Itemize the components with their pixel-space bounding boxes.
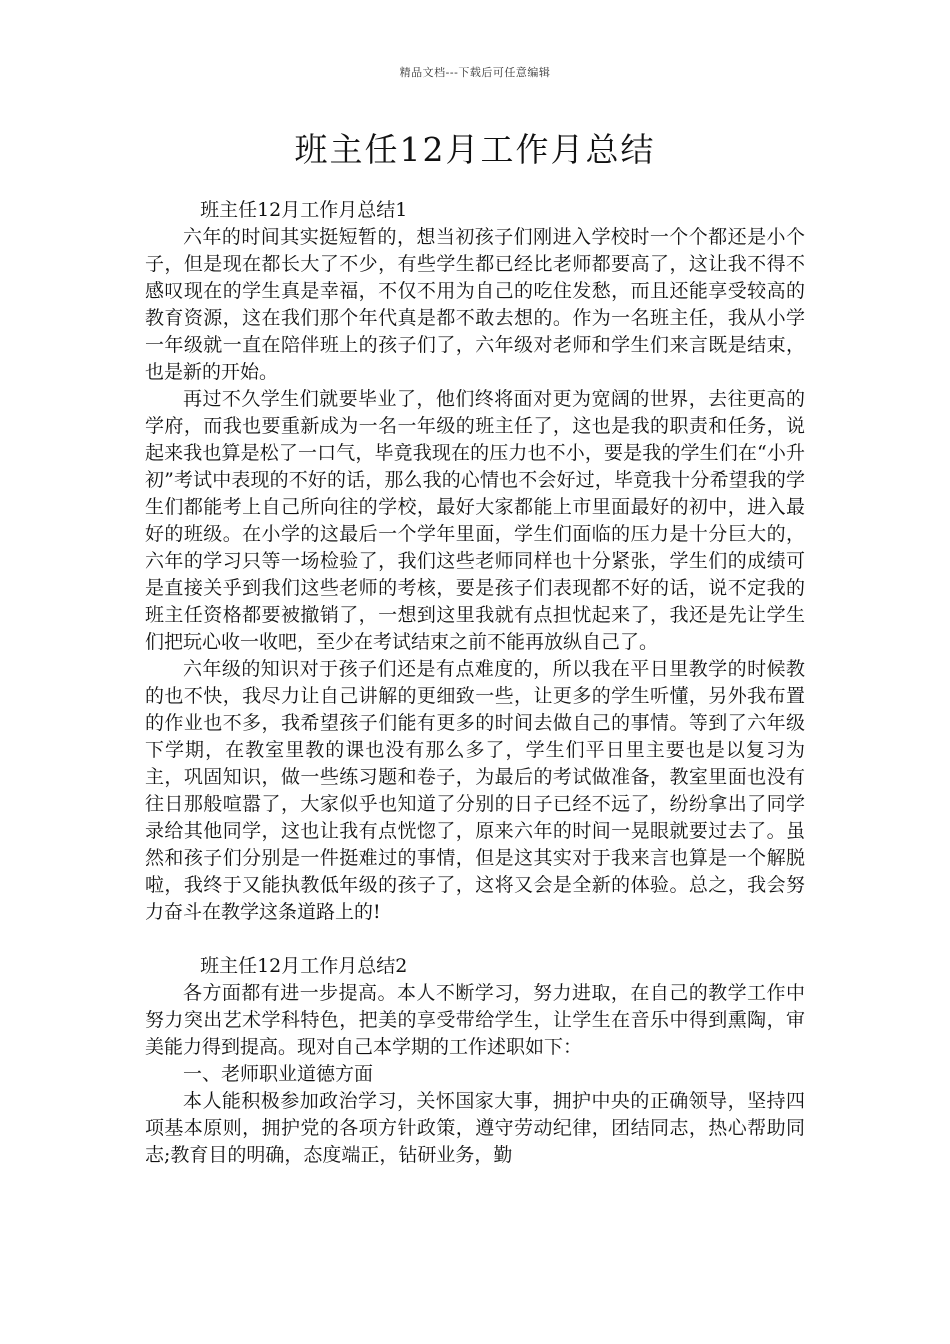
section-1-paragraph-2: 再过不久学生们就要毕业了，他们终将面对更为宽阔的世界，去往更高的学府，而我也要重新成为一名一年级的班主任了，这也是我的职责和任务，说起来我也算是松了一口气，毕竟我现在的压力也不小，要是我的学生们在“小升初”考试中表现的不好的话，那么我的心情也不会好过，毕竟我十分希望我的学生们都能考上自己所向往的学校，最好大家都能上市里面最好的初中，进入最好的班级。在小学的这最后一个学年里面，学生们面临的压力是十分巨大的，六年的学习只等一场检验了，我们这些老师同样也十分紧张，学生们的成绩可是直接关乎到我们这些老师的考核，要是孩子们表现都不好的话，说不定我的班主任资格都要被撤销了，一想到这里我就有点担忧起来了，我还是先让学生们把玩心收一收吧，至少在考试结束之前不能再放纵自己了。 — [145, 388, 805, 653]
page-header-note: 精品文档---下载后可任意编辑 — [399, 66, 551, 79]
document-title: 班主任12月工作月总结 — [294, 130, 656, 169]
section-1-heading: 班主任12月工作月总结1 — [200, 199, 408, 221]
section-spacer — [145, 926, 805, 953]
section-2-subheading: 一、老师职业道德方面 — [183, 1063, 374, 1085]
section-2-heading: 班主任12月工作月总结2 — [200, 955, 408, 977]
section-1-paragraph-1: 六年的时间其实挺短暂的，想当初孩子们刚进入学校时一个个都还是小个子，但是现在都长大了不少，有些学生都已经比老师都要高了，这让我不得不感叹现在的学生真是幸福，不仅不用为自己的吃住发愁，而且还能享受较高的教育资源，这在我们那个年代真是都不敢去想的。作为一名班主任，我从小学一年级就一直在陪伴班上的孩子们了，六年级对老师和学生们来言既是结束，也是新的开始。 — [145, 226, 805, 383]
section-2-body: 本人能积极参加政治学习，关怀国家大事，拥护中央的正确领导，坚持四项基本原则，拥护党的各项方针政策，遵守劳动纪律，团结同志，热心帮助同志;教育目的明确，态度端正，钻研业务，勤 — [145, 1090, 805, 1166]
section-1-paragraph-3: 六年级的知识对于孩子们还是有点难度的，所以我在平日里教学的时候教的也不快，我尽力让自己讲解的更细致一些，让更多的学生听懂，另外我布置的作业也不多，我希望孩子们能有更多的时间去做自己的事情。等到了六年级下学期，在教室里教的课也没有那么多了，学生们平日里主要也是以复习为主，巩固知识，做一些练习题和卷子，为最后的考试做准备，教室里面也没有往日那般喧嚣了，大家似乎也知道了分别的日子已经不远了，纷纷拿出了同学录给其他同学，这也让我有点恍惚了，原来六年的时间一晃眼就要过去了。虽然和孩子们分别是一件挺难过的事情，但是这其实对于我来言也算是一个解脱啦，我终于又能执教低年级的孩子了，这将又会是全新的体验。总之，我会努力奋斗在教学这条道路上的! — [145, 658, 805, 923]
document-body — [145, 197, 805, 1169]
section-2-intro: 各方面都有进一步提高。本人不断学习，努力进取，在自己的教学工作中努力突出艺术学科特色，把美的享受带给学生，让学生在音乐中得到熏陶，审美能力得到提高。现对自己本学期的工作述职如下： — [145, 982, 805, 1058]
